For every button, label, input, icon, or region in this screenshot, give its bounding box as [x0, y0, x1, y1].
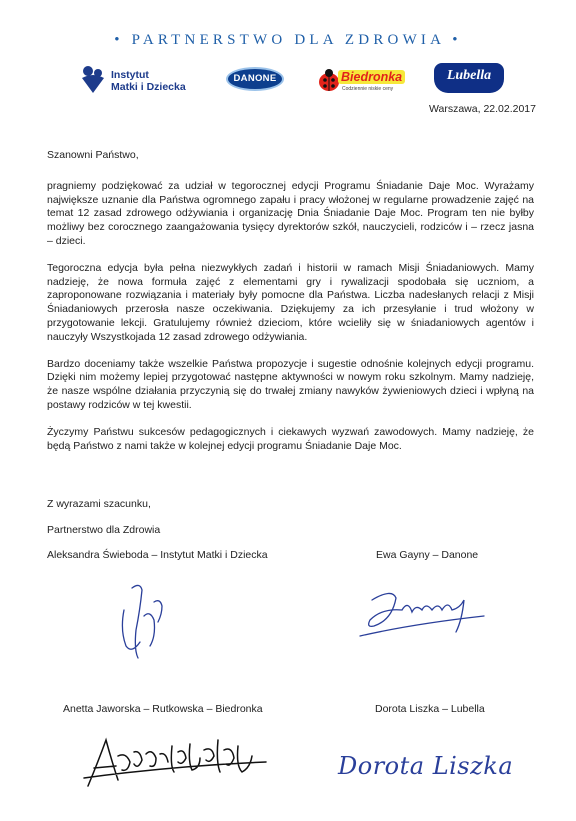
header-title: PARTNERSTWO DLA ZDROWIA: [131, 32, 445, 48]
salutation: Szanowni Państwo,: [47, 149, 139, 161]
signatory-name-1: Aleksandra Świeboda – Instytut Matki i Dziecka: [47, 549, 268, 561]
signatory-name-3: Anetta Jaworska – Rutkowska – Biedronka: [63, 703, 263, 715]
imid-line2: Matki i Dziecka: [111, 81, 186, 93]
biedronka-slogan: Codziennie niskie ceny: [342, 86, 394, 92]
paragraph-3: Bardzo doceniamy także wszelkie Państwa propozycje i sugestie odnośnie kolejnych edycji programu. Dzięki nim możemy lepiej przygotować następne aktywności w nowym roku szkolnym. Mamy nadzieję, że nasze wspólne działania przyczynią się do trwałej zmiany nawyków żywieniowych dzieci i wpłyną na postawy rodziców w tej kwestii.: [47, 357, 534, 411]
header-dot-left: •: [114, 32, 124, 48]
imid-line1: Instytut: [111, 69, 149, 81]
lubella-logo: [434, 62, 504, 96]
partner-logos: [0, 60, 576, 100]
imid-logo-text: [111, 69, 186, 93]
signature-swieboda: [110, 580, 170, 665]
danone-logo-text: DANONE: [233, 73, 277, 84]
header-dot-right: •: [452, 32, 462, 48]
letter-date: Warszawa, 22.02.2017: [428, 103, 536, 115]
signatory-name-2: Ewa Gayny – Danone: [376, 549, 479, 561]
letter-closing: [47, 497, 160, 549]
biedronka-logo: [318, 62, 402, 96]
lubella-logo-text: Lubella: [446, 68, 492, 83]
organization-name: Partnerstwo dla Zdrowia: [47, 524, 161, 536]
signature-liszka: Dorota Liszka: [338, 752, 514, 780]
imid-heart-icon: [80, 64, 106, 94]
imid-logo: [80, 64, 210, 98]
letter-body: [47, 149, 534, 466]
signature-jaworska: [82, 732, 272, 792]
paragraph-1: pragniemy podziękować za udział w tegorocznej edycji Programu Śniadanie Daje Moc. Wyrażamy największe uznanie dla Państwa ogromnego zapału i pracy włożonej w regularne prowadzenie zajęć na temat 12 zasad zdrowego odżywiania i organizację Dnia Śniadanie Daje Moc. Program ten nie byłby możliwy bez corocznego zaangażowania tysięcy dyrektorów szkół, nauczycieli, rodziców i – rzecz jasna – dzieci.: [47, 179, 534, 247]
signatory-name-4: Dorota Liszka – Lubella: [375, 703, 485, 715]
paragraph-4: Życzymy Państwu sukcesów pedagogicznych i ciekawych wyzwań zawodowych. Mamy nadzieję, że będą Państwo z nami także w kolejnej edycji programu Śniadanie Daje Moc.: [47, 425, 534, 452]
signature-gayny: [352, 580, 492, 645]
paragraph-2: Tegoroczna edycja była pełna niezwykłych zadań i historii w ramach Misji Śniadaniowych. Mamy nadzieję, że nowa formuła zajęć z elementami gry i rywalizacji spodobała się uczniom, a zaproponowane rozwiązania i materiały były pomocne dla Państwa. Liczba nadesłanych relacji z Misji Śniadaniowych przerosła nasze oczekiwania. Dziękujemy za ich przesyłanie i trud włożony w przygotowanie lekcji. Gratulujemy również dzieciom, które wcieliły się w śniadaniowych agentów i nauczyły Wszystkojada 12 zasad zdrowego odżywiania.: [47, 261, 534, 343]
partnership-header: [0, 32, 576, 49]
closing-phrase: Z wyrazami szacunku,: [47, 498, 151, 510]
danone-logo: [226, 65, 284, 93]
ladybug-icon: [318, 68, 340, 92]
biedronka-logo-text: Biedronka: [338, 70, 405, 84]
